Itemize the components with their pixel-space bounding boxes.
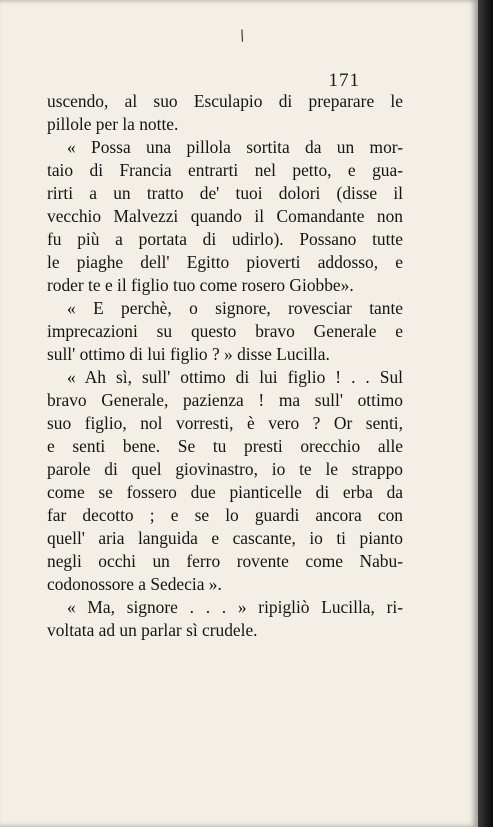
text-line: suo figlio, nol vorresti, è vero ? Or senti, [47,413,403,433]
text-line: « Possa una pillola sortita da un mor- [67,137,403,157]
text-line: sull' ottimo di lui figlio ? » disse Lucilla. [47,344,330,364]
text-line: vecchio Malvezzi quando il Comandante non [47,206,403,226]
text-line: le piaghe dell' Egitto pioverti addosso, e [47,252,403,272]
text-line: bravo Generale, pazienza ! ma sull' ottimo [47,390,403,410]
text-line: « Ma, signore . . . » ripigliò Lucilla, ri- [67,597,403,617]
text-line: « E perchè, o signore, rovesciar tante [67,298,403,318]
text-line: come se fossero due pianticelle di erba da [47,482,403,502]
text-line: e senti bene. Se tu presti orecchio alle [47,436,403,456]
text-line: parole di quel giovinastro, io te le strappo [47,459,403,479]
text-line: far decotto ; e se lo guardi ancora con [47,505,403,525]
text-line: codonossore a Sedecia ». [47,574,222,594]
text-line: roder te e il figlio tuo come rosero Giobbe». [47,275,354,295]
text-line: taio di Francia entrarti nel petto, e gua- [47,160,403,180]
text-line: voltata ad un parlar sì crudele. [47,620,258,640]
text-line: pillole per la notte. [47,114,179,134]
page-number: 171 [328,70,360,91]
body-text [47,90,403,642]
text-line: quell' aria languida e cascante, io ti pianto [47,528,403,548]
text-line: uscendo, al suo Esculapio di preparare le [47,91,403,111]
pencil-mark: / [237,27,248,45]
page-edge-shadow [478,0,493,827]
text-line: negli occhi un ferro rovente come Nabu- [47,551,403,571]
text-line: « Ah sì, sull' ottimo di lui figlio ! . . Sul [67,367,403,387]
text-line: rirti a un tratto de' tuoi dolori (disse il [47,183,403,203]
text-line: imprecazioni su questo bravo Generale e [47,321,403,341]
text-line: fu più a portata di udirlo). Possano tutte [47,229,403,249]
